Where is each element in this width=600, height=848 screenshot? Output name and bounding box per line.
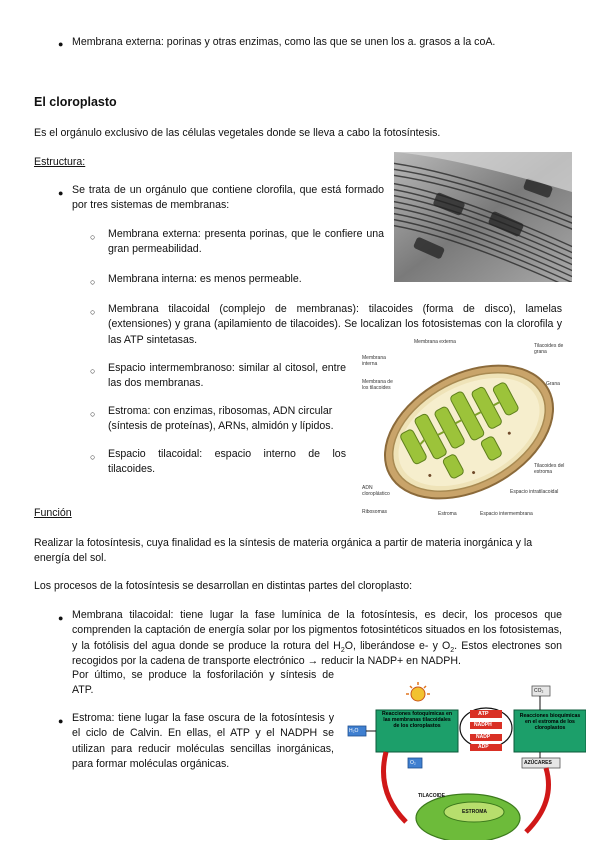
circle-bullet: ○ [90,277,96,287]
bullet-dot: ● [58,188,64,198]
scheme-atp: ATP [478,711,489,717]
scheme-o2: O₂ [410,760,416,766]
label-adn: ADN cloroplástico [362,485,390,497]
label-estroma: Estroma [438,511,457,517]
top-item-text: Membrana externa: porinas y otras enzimas, como las que se unen los a. grasos a la coA. [72,36,496,48]
chloroplast-micrograph [394,152,572,282]
scheme-nadph: NADPH [474,722,492,728]
intro-paragraph: Es el orgánulo exclusivo de las células vegetales donde se lleva a cabo la fotosíntesis. [34,127,441,139]
scheme-adp: ADP [478,744,489,750]
scheme-azucares: AZÚCARES [524,760,552,766]
label-tilacoides-estroma: Tilacoides del estroma [534,463,565,475]
label-ribosomas: Ribosomas [362,509,388,515]
scheme-co2: CO₂ [534,688,544,694]
circle-bullet: ○ [90,307,96,317]
sub-item-2: Membrana interna: es menos permeable. [108,273,302,285]
scheme-h2o: H₂O [349,728,359,734]
estructura-heading: Estructura: [34,156,86,168]
funcion-bullet-1: Membrana tilacoidal: tiene lugar la fase lumínica de la fotosíntesis, es decir, los procesos que comprenden la captación de energía solar por los pigmentos fotosintéticos situados en los fotosistemas, y la fotólisis del agua donde se produce la rotura del $H_2O$, liberándose e- y $O_2$. Estos electrones son recogidos por la cadena de transporte electrónico → reducir la NADP+ en NADPH. [72,609,563,668]
bullet-dot: ● [58,716,64,726]
circle-bullet: ○ [90,452,96,462]
funcion-bullet-2: Estroma: tiene lugar la fase oscura de la fotosíntesis y el ciclo de Calvin. En ellas, el ATP y el NADPH se utilizan para reducir moléculas sencillas inorgánicas, para formar moléculas orgánicas. [72,712,334,771]
photosynthesis-scheme [346,682,586,840]
scheme-bioquimicas: Reacciones bioquímicas en el estroma de los cloroplastos [519,713,581,731]
sub-item-5: Estroma: con enzimas, ribosomas, ADN circular (síntesis de proteínas), ARNs, almidón y lípidos. [108,405,334,433]
sub-item-3: Membrana tilacoidal (complejo de membranas): tilacoides (forma de disco), lamelas (extensiones) y grana (apilamiento de tilacoides). Se localizan los fotosistemas con la clorofila y las ATP sintetasas. [108,303,562,346]
scheme-estroma: ESTROMA [462,809,487,815]
scheme-fotoquimicas: Reacciones fotoquímicas en las membranas tilacoidales de los cloroplastos [381,711,453,729]
circle-bullet: ○ [90,232,96,242]
micrograph-image [394,152,572,282]
label-membrana-tilacoides: Membrana de los tilacoides [362,379,393,391]
section-title: El cloroplasto [34,95,117,109]
funcion-bullet-1-tail: Por último, se produce la fosforilación y síntesis de ATP. [72,669,334,697]
label-espacio-intermembrana: Espacio intermembrana [480,511,533,517]
label-espacio-intratilacoidal: Espacio intratilacoidal [510,489,559,495]
label-membrana-externa: Membrana externa [414,339,456,345]
funcion-heading: Función [34,507,72,519]
bullet-dot: ● [58,39,64,49]
scheme-tilacoide: TILACOIDE [418,793,445,799]
sub-item-6: Espacio tilacoidal: espacio interno de los tilacoides. [108,448,346,476]
label-membrana-interna: Membrana interna [362,355,386,367]
funcion-paragraph-2: Los procesos de la fotosíntesis se desarrollan en distintas partes del cloroplasto: [34,580,413,592]
funcion-paragraph-1: Realizar la fotosíntesis, cuya finalidad es la síntesis de materia orgánica a partir de materia inorgánica y la energía del sol. [34,537,533,565]
sun-icon [406,682,430,701]
label-grana: Grana [546,381,560,387]
bullet-dot: ● [58,613,64,623]
sub-item-4: Espacio intermembranoso: similar al citosol, entre las dos membranas. [108,362,346,390]
circle-bullet: ○ [90,366,96,376]
label-tilacoides-grana: Tilacoides de grana [534,343,564,355]
scheme-nadp: NADP [476,734,491,740]
chloroplast-diagram [354,340,576,522]
circle-bullet: ○ [90,409,96,419]
estructura-bullet: Se trata de un orgánulo que contiene clorofila, que está formado por tres sistemas de membranas: [72,184,384,212]
sub-item-1: Membrana externa: presenta porinas, que le confiere una gran permeabilidad. [108,228,384,256]
